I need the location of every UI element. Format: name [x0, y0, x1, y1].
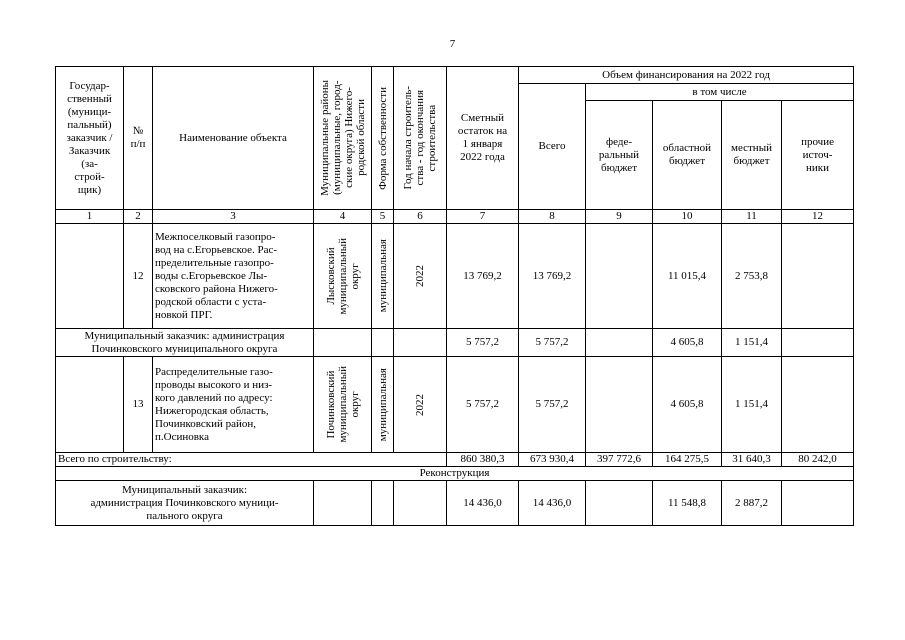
header-customer: Государ- ственный (муници- пальный) заказчик / Заказчик (за- строй- щик) — [56, 67, 124, 210]
customer-pochinki-recon-label: Муниципальный заказчик: администрация Починковского муници- пального округа — [56, 481, 314, 526]
row13-ownership: муниципальная — [372, 357, 394, 453]
row12-year: 2022 — [394, 224, 447, 329]
customer-pochinki-recon-balance: 14 436,0 — [447, 481, 519, 526]
customer-row — [56, 329, 854, 357]
row12-local: 2 753,8 — [722, 224, 782, 329]
column-number: 9 — [586, 210, 653, 224]
customer-pochinki-local: 1 151,4 — [722, 329, 782, 357]
customer-pochinki-label: Муниципальный заказчик: администрация Починковского муниципального округа — [56, 329, 314, 357]
header-funding: Объем финансирования на 2022 год — [519, 67, 854, 84]
empty-cell — [782, 481, 854, 526]
construction-total-federal: 397 772,6 — [586, 453, 653, 467]
header-row-1 — [56, 67, 854, 84]
header-federal: феде- ральный бюджет — [586, 101, 653, 210]
row13-object-name: Распределительные газо- проводы высокого и низ- кого давлений по адресу: Нижегородская область, Починковский район, п.Осиновка — [153, 357, 314, 453]
row12-balance: 13 769,2 — [447, 224, 519, 329]
construction-total-label: Всего по строительству: — [56, 453, 447, 467]
column-number: 5 — [372, 210, 394, 224]
header-including: в том числе — [586, 84, 854, 101]
row12-num: 12 — [124, 224, 153, 329]
column-number: 6 — [394, 210, 447, 224]
table-row — [56, 224, 854, 329]
empty-cell — [314, 329, 372, 357]
row13-district: Починковский муниципальный округ — [314, 357, 372, 453]
column-number: 7 — [447, 210, 519, 224]
row12-regional: 11 015,4 — [653, 224, 722, 329]
row13-num: 13 — [124, 357, 153, 453]
empty-cell — [782, 329, 854, 357]
row12-federal — [586, 224, 653, 329]
construction-total-row — [56, 453, 854, 467]
empty-cell — [394, 481, 447, 526]
row12-object-name: Межпоселковый газопро- вод на с.Егорьевское. Рас- пределительные газопро- воды с.Егорьевское Лы- сковского района Нижего- родской области с уста- новкой ПРГ. — [153, 224, 314, 329]
empty-cell — [586, 329, 653, 357]
construction-total-other: 80 242,0 — [782, 453, 854, 467]
header-districts: Муниципальные районы (муниципальные, город- ские округа) Нижего- родской области — [314, 67, 372, 210]
empty-cell — [314, 481, 372, 526]
row13-customer-cell — [56, 357, 124, 453]
row12-ownership: муниципальная — [372, 224, 394, 329]
customer-pochinki-recon-regional: 11 548,8 — [653, 481, 722, 526]
row13-local: 1 151,4 — [722, 357, 782, 453]
customer-pochinki-regional: 4 605,8 — [653, 329, 722, 357]
empty-cell — [394, 329, 447, 357]
investment-table — [55, 66, 854, 526]
column-number: 4 — [314, 210, 372, 224]
section-row — [56, 467, 854, 481]
row12-district: Лысковский муниципальный округ — [314, 224, 372, 329]
header-total: Всего — [519, 84, 586, 210]
header-other: прочие источ- ники — [782, 101, 854, 210]
header-ownership: Форма собственности — [372, 67, 394, 210]
column-number: 1 — [56, 210, 124, 224]
customer-pochinki-total: 5 757,2 — [519, 329, 586, 357]
column-number: 3 — [153, 210, 314, 224]
column-numbers-row — [56, 210, 854, 224]
page-number: 7 — [449, 38, 456, 50]
column-number: 2 — [124, 210, 153, 224]
customer-pochinki-recon-total: 14 436,0 — [519, 481, 586, 526]
construction-total-balance: 860 380,3 — [447, 453, 519, 467]
column-number: 8 — [519, 210, 586, 224]
customer-pochinki-balance: 5 757,2 — [447, 329, 519, 357]
header-regional: областной бюджет — [653, 101, 722, 210]
row13-other — [782, 357, 854, 453]
row13-balance: 5 757,2 — [447, 357, 519, 453]
empty-cell — [586, 481, 653, 526]
column-number: 11 — [722, 210, 782, 224]
header-object-name: Наименование объекта — [153, 67, 314, 210]
header-num: № п/п — [124, 67, 153, 210]
header-local: местный бюджет — [722, 101, 782, 210]
row12-customer-cell — [56, 224, 124, 329]
column-number: 10 — [653, 210, 722, 224]
table-row — [56, 357, 854, 453]
empty-cell — [372, 329, 394, 357]
reconstruction-heading: Реконструкция — [56, 467, 854, 481]
header-balance: Сметный остаток на 1 января 2022 года — [447, 67, 519, 210]
empty-cell — [372, 481, 394, 526]
row13-year: 2022 — [394, 357, 447, 453]
construction-total-local: 31 640,3 — [722, 453, 782, 467]
row13-regional: 4 605,8 — [653, 357, 722, 453]
row12-other — [782, 224, 854, 329]
customer-pochinki-recon-local: 2 887,2 — [722, 481, 782, 526]
customer-row — [56, 481, 854, 526]
row13-federal — [586, 357, 653, 453]
header-years: Год начала строитель- ства - год окончания строительства — [394, 67, 447, 210]
construction-total-regional: 164 275,5 — [653, 453, 722, 467]
row13-total: 5 757,2 — [519, 357, 586, 453]
construction-total-total: 673 930,4 — [519, 453, 586, 467]
row12-total: 13 769,2 — [519, 224, 586, 329]
column-number: 12 — [782, 210, 854, 224]
